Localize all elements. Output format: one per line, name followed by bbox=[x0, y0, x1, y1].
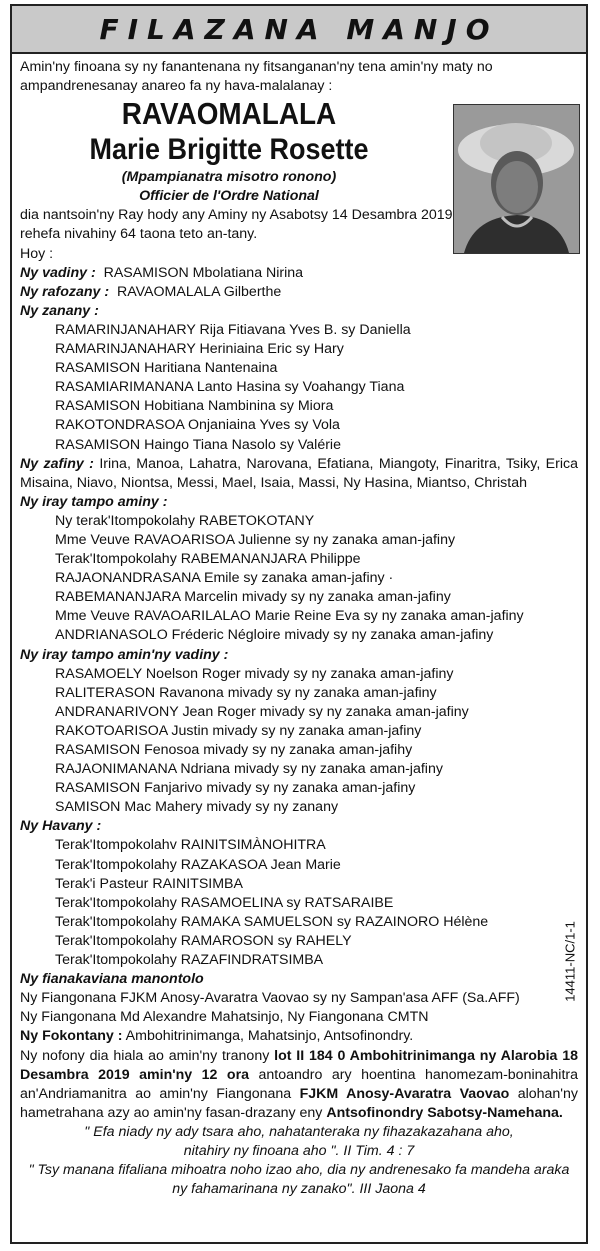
list-item: RASAMISON Fanjarivo mivady sy ny zanaka aman-jafiny bbox=[55, 780, 416, 797]
in-law-label: Ny rafozany : bbox=[20, 283, 110, 300]
list-item: ANDRIANASOLO Fréderic Négloire mivady sy ny zanaka aman-jafiny bbox=[55, 627, 494, 644]
spouse-label: Ny vadiny : bbox=[20, 264, 96, 281]
fokontany-names: Ambohitrinimanga, Mahatsinjo, Antsofinondry. bbox=[125, 1028, 414, 1045]
burial-tomb-location: Antsofinondry Sabotsy-Namehana. bbox=[326, 1104, 563, 1121]
list-item: RAMARINJANAHARY Heriniaina Eric sy Hary bbox=[55, 341, 344, 358]
intro-text: Amin'ny finoana sy ny fanantenana ny fitsanganan'ny tena amin'ny maty no ampandrenesanay anareo fa ny hava-malalanay : bbox=[20, 59, 493, 95]
list-item: RAJAONANDRASANA Emile sy zanaka aman-jafiny · bbox=[55, 570, 394, 587]
quote-2-line-2: ny fahamarinana ny zanako". III Jaona 4 bbox=[172, 1181, 426, 1198]
church-line-1: Ny Fiangonana FJKM Anosy-Avaratra Vaovao sy ny Sampan'asa AFF (Sa.AFF) bbox=[20, 990, 520, 1007]
hoy-text: Hoy : bbox=[20, 245, 54, 262]
list-item: RAMARINJANAHARY Rija Fitiavana Yves B. sy Daniella bbox=[55, 321, 411, 338]
relatives-label: Ny Havany : bbox=[20, 818, 102, 835]
banner-title: FILAZANA MANJO bbox=[99, 12, 499, 46]
siblings-label: Ny iray tampo aminy : bbox=[20, 493, 168, 510]
list-item: Terak'Itompokolahy RABEMANANJARA Philippe bbox=[55, 551, 361, 568]
in-law-name: RAVAOMALALA Gilberthe bbox=[116, 283, 282, 300]
in-law-line bbox=[20, 283, 578, 302]
list-item: Terak'Itompokolahy RAZAFINDRATSIMBA bbox=[55, 952, 324, 969]
portrait-illustration bbox=[454, 105, 579, 253]
reference-code: 14411-NC/1-1 bbox=[562, 921, 578, 1002]
spouse-siblings-label: Ny iray tampo amin'ny vadiny : bbox=[20, 646, 229, 663]
burial-text-2: antoandro ary hoentina hanomezam-boninahitra an'Andriamanitra ao amin'ny Fiangonana bbox=[20, 1066, 578, 1102]
grandchildren-line bbox=[20, 455, 578, 493]
quote-2-line-1: " Tsy manana fifaliana mihoatra noho izao aho, dia ny andrenesako fa mandeha araka bbox=[28, 1162, 570, 1179]
siblings-list bbox=[20, 512, 578, 646]
relatives-list bbox=[20, 836, 578, 970]
deceased-given-names: Marie Brigitte Rosette bbox=[89, 133, 369, 167]
obituary-notice bbox=[10, 4, 588, 1244]
whole-family-label: Ny fianakaviana manontolo bbox=[20, 971, 204, 988]
burial-church: FJKM Anosy-Avaratra Vaovao bbox=[299, 1085, 510, 1102]
list-item: Terak'Itompokolahy RAMAROSON sy RAHELY bbox=[55, 932, 352, 949]
fokontany-label: Ny Fokontany : bbox=[20, 1028, 123, 1045]
list-item: SAMISON Mac Mahery mivady sy ny zanany bbox=[55, 799, 339, 816]
grandchildren-label: Ny zafiny : bbox=[20, 455, 94, 472]
children-label: Ny zanany : bbox=[20, 302, 99, 319]
fokontany-line bbox=[20, 1027, 578, 1046]
deceased-surname: RAVAOMALALA bbox=[121, 96, 337, 132]
list-item: RASAMIARIMANANA Lanto Hasina sy Voahangy Tiana bbox=[55, 379, 405, 396]
deceased-honor: Officier de l'Ordre National bbox=[139, 188, 319, 205]
quote-1-line-2: nitahiry ny finoana aho ". II Tim. 4 : 7 bbox=[183, 1142, 415, 1159]
burial-address-time: lot II 184 0 Ambohitrinimanga ny Alarobia 18 Desambra 2019 amin'ny 12 ora bbox=[20, 1047, 579, 1083]
burial-text-3: alohan'ny hametrahana azy ao amin'ny fasan-drazany eny bbox=[20, 1085, 578, 1121]
list-item: RASAMISON Fenosoa mivady sy ny zanaka aman-jafihy bbox=[55, 742, 413, 758]
burial-text: Ny nofony dia hiala ao amin'ny tranony bbox=[20, 1047, 275, 1064]
list-item: RALITERASON Ravanona mivady sy ny zanaka aman-jafiny bbox=[55, 684, 437, 701]
notice-body bbox=[12, 54, 586, 1199]
notice-banner bbox=[12, 6, 586, 54]
list-item: RAKOTONDRASOA Onjaniaina Yves sy Vola bbox=[55, 417, 340, 434]
list-item: Terak'Itompokolahy RAMAKA SAMUELSON sy RAZAINORO Hélène bbox=[55, 913, 489, 930]
list-item: Terak'i Pasteur RAINITSIMBA bbox=[55, 875, 243, 892]
list-item: RASAMISON Haingo Tiana Nasolo sy Valérie bbox=[55, 436, 341, 453]
list-item: Mme Veuve RAVAOARILALAO Marie Reine Eva sy ny zanaka aman-jafiny bbox=[55, 608, 524, 625]
list-item: RASAMISON Hobitiana Nambinina sy Miora bbox=[55, 398, 334, 415]
list-item: RAJAONIMANANA Ndriana mivady sy ny zanaka aman-jafiny bbox=[55, 761, 443, 778]
list-item: Ny terak'Itompokolahy RABETOKOTANY bbox=[55, 512, 315, 529]
children-list bbox=[20, 321, 578, 455]
death-announcement-line2: rehefa nivahiny 64 taona teto an-tany. bbox=[20, 226, 258, 243]
list-item: Terak'Itompokolahy RASAMOELINA sy RATSARAIBE bbox=[55, 894, 394, 911]
quote-1-line-1: " Efa niady ny ady tsara aho, nahatanteraka ny fihazakazahana aho, bbox=[84, 1123, 514, 1140]
list-item: ANDRANARIVONY Jean Roger mivady sy ny zanaka aman-jafiny bbox=[55, 703, 469, 720]
list-item: Terak'Itompokolahv RAINITSIMÀNOHITRA bbox=[55, 837, 326, 854]
death-announcement-line1: dia nantsoin'ny Ray hody any Aminy ny Asabotsy 14 Desambra 2019 bbox=[20, 207, 453, 224]
list-item: RAKOTOARISOA Justin mivady sy ny zanaka aman-jafiny bbox=[55, 722, 422, 739]
deceased-occupation: (Mpampianatra misotro ronono) bbox=[121, 169, 337, 186]
spouse-name: RASAMISON Mbolatiana Nirina bbox=[103, 264, 304, 281]
spouse-siblings-list bbox=[20, 665, 578, 818]
church-line-2: Ny Fiangonana Md Alexandre Mahatsinjo, Ny Fiangonana CMTN bbox=[20, 1009, 429, 1026]
list-item: RASAMOELY Noelson Roger mivady sy ny zanaka aman-jafiny bbox=[55, 665, 454, 682]
list-item: Terak'Itompokolahy RAZAKASOA Jean Marie bbox=[55, 856, 341, 873]
list-item: RABEMANANJARA Marcelin mivady sy ny zanaka aman-jafiny bbox=[55, 589, 451, 606]
list-item: Mme Veuve RAVAOARISOA Julienne sy ny zanaka aman-jafiny bbox=[55, 531, 456, 548]
burial-paragraph bbox=[20, 1047, 578, 1123]
portrait-photo bbox=[453, 104, 580, 254]
spouse-line bbox=[20, 264, 578, 283]
list-item: RASAMISON Haritiana Nantenaina bbox=[55, 360, 278, 377]
grandchildren-names: Irina, Manoa, Lahatra, Narovana, Efatiana, Miangoty, Finaritra, Tsiky, Erica Misaina, Niavo, Niontsa, Messi, Mael, Isaia, Massi, Ny Hasina, Miantso, Christah bbox=[20, 455, 578, 491]
